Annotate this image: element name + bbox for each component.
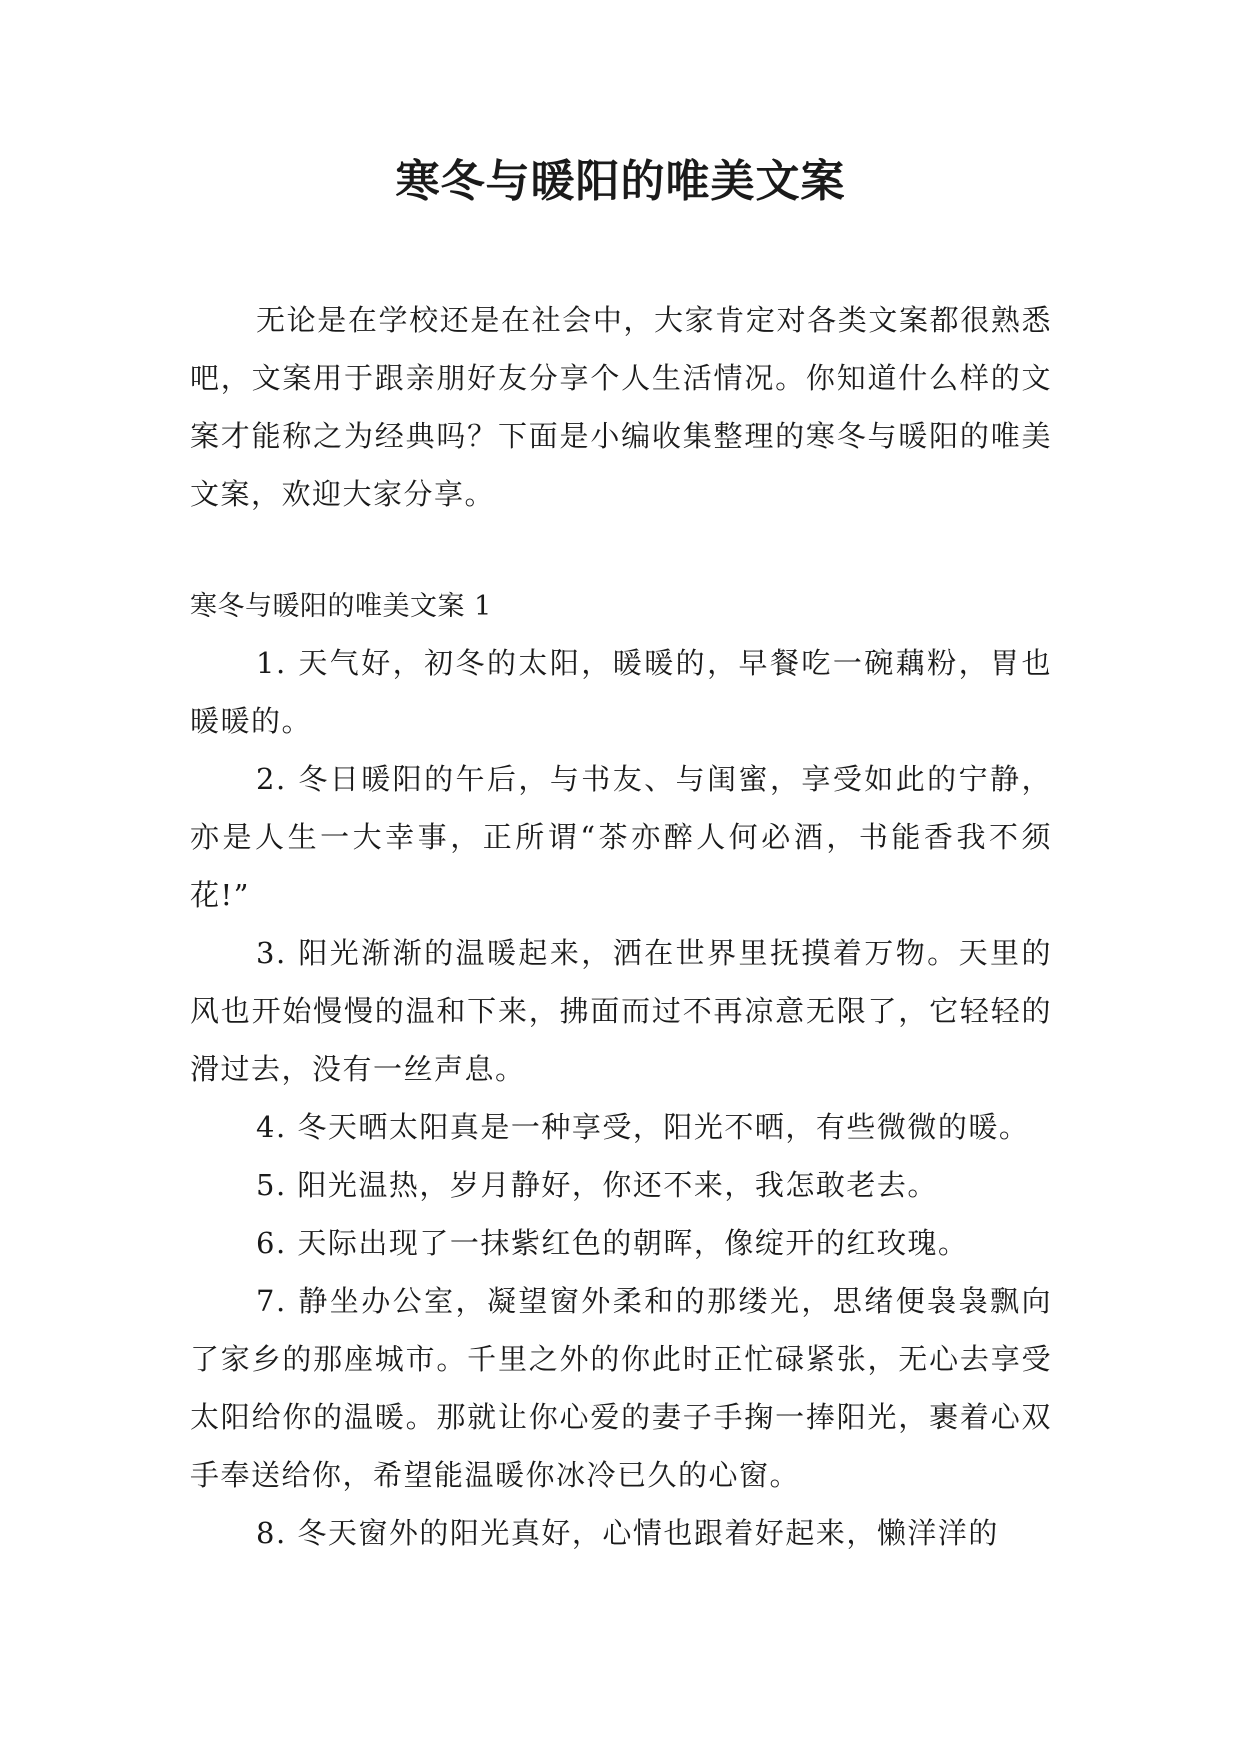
copy-list xyxy=(190,634,1052,1562)
section-heading: 寒冬与暖阳的唯美文案 1 xyxy=(190,591,492,622)
list-item: 3. 阳光渐渐的温暖起来，洒在世界里抚摸着万物。天里的风也开始慢慢的温和下来，拂面而过不再凉意无限了，它轻轻的滑过去，没有一丝声息。 xyxy=(190,936,1052,1086)
list-item: 8. 冬天窗外的阳光真好，心情也跟着好起来，懒洋洋的 xyxy=(256,1516,999,1550)
document-title: 寒冬与暖阳的唯美文案 xyxy=(395,156,846,207)
list-item: 5. 阳光温热，岁月静好，你还不来，我怎敢老去。 xyxy=(256,1168,938,1202)
list-item: 7. 静坐办公室，凝望窗外柔和的那缕光，思绪便袅袅飘向了家乡的那座城市。千里之外的你此时正忙碌紧张，无心去享受太阳给你的温暖。那就让你心爱的妻子手掬一捧阳光，裹着心双手奉送给你，希望能温暖你冰冷已久的心窗。 xyxy=(190,1284,1052,1492)
list-item: 1. 天气好，初冬的太阳，暖暖的，早餐吃一碗藕粉，胃也暖暖的。 xyxy=(190,646,1052,738)
intro-paragraph: 无论是在学校还是在社会中，大家肯定对各类文案都很熟悉吧，文案用于跟亲朋好友分享个人生活情况。你知道什么样的文案才能称之为经典吗？下面是小编收集整理的寒冬与暖阳的唯美文案，欢迎大家分享。 xyxy=(190,303,1052,511)
list-item: 2. 冬日暖阳的午后，与书友、与闺蜜，享受如此的宁静，亦是人生一大幸事，正所谓“茶亦醉人何必酒，书能香我不须花!” xyxy=(190,762,1052,912)
list-item: 4. 冬天晒太阳真是一种享受，阳光不晒，有些微微的暖。 xyxy=(256,1110,1030,1144)
list-item: 6. 天际出现了一抹紫红色的朝晖，像绽开的红玫瑰。 xyxy=(256,1226,969,1260)
